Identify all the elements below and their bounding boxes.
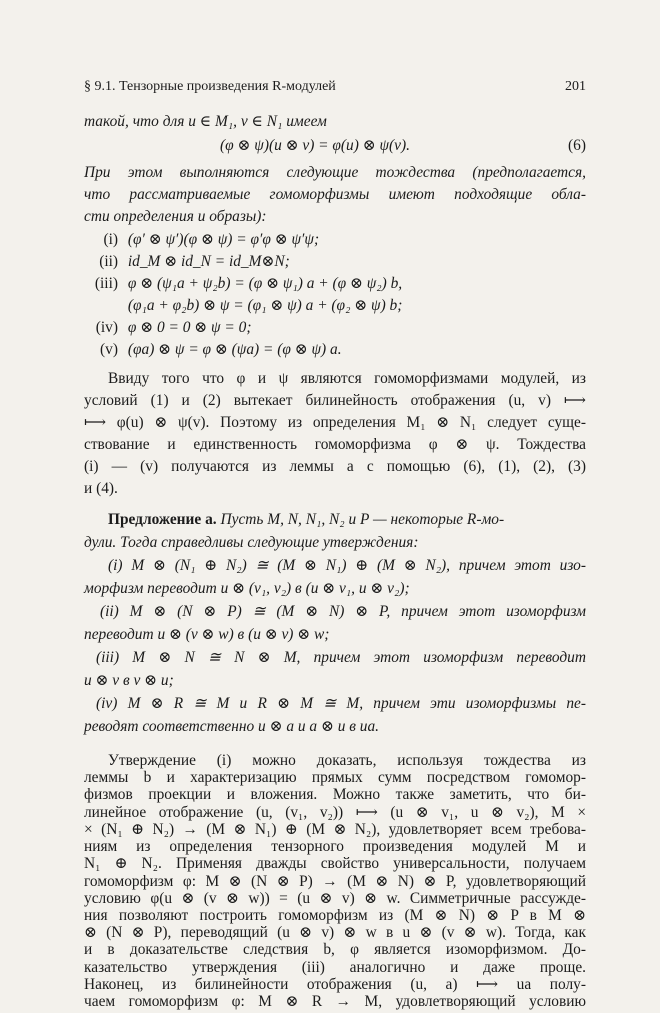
identity-number: (v) — [100, 341, 118, 358]
text-line: ния позволяют построить гомоморфизм из (M ⊗ N) ⊗ P в M ⊗ — [84, 906, 586, 924]
text-line: линейное отображение (u, (v₁, v₂)) ⟼ (u ⊗ v₁, u ⊗ v₂), M × — [84, 803, 586, 821]
text-line: (i) M ⊗ (N₁ ⊕ N₂) ≅ (M ⊗ N₁) ⊕ (M ⊗ N₂), причем этот изо- — [108, 557, 586, 574]
text-line: и (4). — [84, 480, 118, 497]
identity-item — [84, 272, 586, 295]
text-line: условий (1) и (2) вытекает билинейность отображения (u, v) ⟼ — [84, 392, 586, 409]
text-line: (iv) M ⊗ R ≅ M и R ⊗ M ≅ M, причем эти изоморфизмы пе- — [96, 695, 586, 712]
text-line: условию φ(u ⊗ (v ⊗ w)) = (u ⊗ v) ⊗ w. Симметричные рассужде- — [84, 889, 586, 907]
section-title: § 9.1. Тензорные произведения R-модулей — [84, 79, 336, 94]
text-line: При этом выполняются следующие тождества (предполагается, — [84, 164, 586, 181]
text-line: ниям из определения тензорного произведения модулей M и — [84, 838, 586, 856]
text-line: сти определения и образы): — [84, 208, 267, 225]
identity-item — [84, 338, 586, 361]
book-page — [84, 0, 586, 1010]
identity-item — [84, 294, 586, 317]
identity-item — [84, 228, 586, 251]
text-line: такой, что для u ∈ M₁, v ∈ N₁ имеем — [84, 113, 327, 130]
text-line: гомоморфизм φ: M ⊗ (N ⊗ P) → (M ⊗ N) ⊗ P, удовлетворяющий — [84, 872, 586, 890]
identity-text: φ ⊗ (ψ₁a + ψ₂b) = (φ ⊗ ψ₁) a + (φ ⊗ ψ₂) b, — [127, 275, 403, 292]
text-line: физмов проекции и вложения. Можно также заметить, что би- — [84, 786, 586, 804]
proposition-title: Предложение a. — [108, 511, 217, 528]
identity-text: id_M ⊗ id_N = id_M⊗N; — [127, 253, 290, 270]
text-line: что рассматриваемые гомоморфизмы имеют подходящие обла- — [84, 186, 586, 203]
text-line: N₁ ⊕ N₂. Применяя дважды свойство универсальности, получаем — [84, 855, 586, 873]
identity-text: (φa) ⊗ ψ = φ ⊗ (ψa) = (φ ⊗ ψ) a. — [127, 341, 342, 358]
proposition-heading — [84, 508, 586, 531]
text-line: Утверждение (i) можно доказать, используя тождества из — [108, 752, 586, 769]
identity-item — [84, 250, 586, 273]
text-line: ствование и единственность гомоморфизма φ ⊗ ψ. Тождества — [84, 436, 586, 453]
text-line: реводят соответственно u ⊗ a и a ⊗ u в ua. — [84, 718, 380, 735]
text-line: Ввиду того что φ и ψ являются гомоморфизмами модулей, из — [108, 370, 586, 387]
text-line: Наконец, из билинейности отображения (u, a) ⟼ ua полу- — [84, 975, 586, 993]
text-line: переводит u ⊗ (v ⊗ w) в (u ⊗ v) ⊗ w; — [84, 626, 330, 643]
text-line: u ⊗ v в v ⊗ u; — [84, 672, 174, 689]
text-line: × (N₁ ⊕ N₂) → (M ⊗ N₁) ⊕ (M ⊗ N₂), удовлетворяет всем требова- — [84, 820, 586, 838]
text-line: морфизм переводит u ⊗ (v₁, v₂) в (u ⊗ v₁, u ⊗ v₂); — [84, 580, 410, 597]
text-line: ⟼ φ(u) ⊗ ψ(v). Поэтому из определения M₁ ⊗ N₁ следует суще- — [84, 414, 586, 431]
identity-number: (i) — [103, 231, 118, 248]
text-line: (ii) M ⊗ (N ⊗ P) ≅ (M ⊗ N) ⊗ P, причем этот изоморфизм — [100, 603, 586, 620]
text-line: казательство утверждения (iii) аналогично и даже проще. — [84, 958, 586, 976]
identity-item — [84, 316, 586, 339]
text-line: леммы b и характеризацию прямых сумм посредством гомомор- — [84, 769, 586, 787]
text-line: (i) — (v) получаются из леммы a с помощью (6), (1), (2), (3) — [84, 458, 586, 475]
text-line: (iii) M ⊗ N ≅ N ⊗ M, причем этот изоморфизм переводит — [96, 649, 586, 666]
page-number: 201 — [565, 79, 586, 94]
identity-text: φ ⊗ 0 = 0 ⊗ ψ = 0; — [127, 319, 252, 336]
identity-number: (ii) — [99, 253, 118, 270]
running-header — [84, 75, 586, 98]
text-line: и в доказательстве следствия b, φ является изоморфизмом. До- — [84, 941, 586, 959]
text-line: Пусть M, N, N₁, N₂ и P — некоторые R-мо- — [220, 511, 505, 528]
text-line: ⊗ (N ⊗ P), переводящий (u ⊗ v) ⊗ w в u ⊗ (v ⊗ w). Тогда, как — [84, 924, 586, 942]
formula-6: (φ ⊗ ψ)(u ⊗ v) = φ(u) ⊗ ψ(v). — [220, 137, 410, 154]
identity-number: (iii) — [94, 275, 118, 292]
text-line: чаем гомоморфизм φ: M ⊗ R → M, удовлетворяющий условию — [84, 993, 586, 1010]
text-line: дули. Тогда справедливы следующие утверждения: — [84, 534, 419, 551]
identity-number: (iv) — [95, 319, 118, 336]
identity-text: (φ₁a + φ₂b) ⊗ ψ = (φ₁ ⊗ ψ) a + (φ₂ ⊗ ψ) b; — [127, 297, 403, 314]
identity-text: (φ′ ⊗ ψ′)(φ ⊗ ψ) = φ′φ ⊗ ψ′ψ; — [127, 231, 320, 248]
equation-number: (6) — [568, 137, 586, 154]
